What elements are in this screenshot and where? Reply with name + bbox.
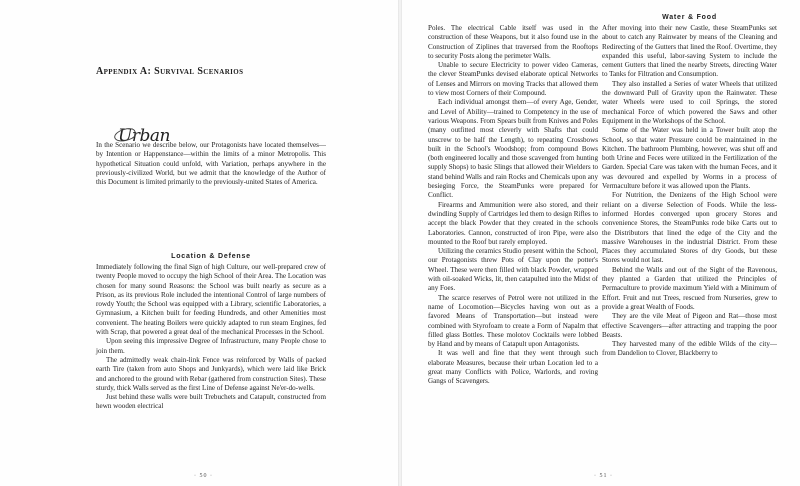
right-page [402,0,800,486]
appendix-heading: Appendix A: Survival Scenarios [96,66,244,77]
water-food-heading: Water & Food [662,14,717,21]
right-paragraph-5: Utilizing the ceramics Studio present within the School, our Protagonists threw Pots of Clay upon the potter's Wheel. These were then filled with black Powder, wrapped with oil-soaked Wicks, lit, then catapulted into the Midst of any Foes. [428,247,598,293]
right-paragraph-1: Poles. The electrical Cable itself was used in the construction of these Weapons, but it also found use in the Construction of Ziplines that traversed from the Rooftops to security Posts along the perimeter Walls. [428,24,598,60]
intro-column [96,141,326,187]
right-column-1 [428,24,598,387]
location-paragraph-1: Immediately following the final Sign of high Culture, our well-prepared crew of twenty People moved to occupy the high School of their Area. The Location was chosen for many sound Reasons: the School was built nearly as secure as a Prison, as its previous Role included the intentional Control of large numbers of rowdy Youth; the School was equipped with a Library, scientific Laboratories, a Gymnasium, a Kitchen built for feeding Hundreds, and other Amenities most convenient. The heating Boilers were quickly adapted to run steam Engines, fed with Scrap, that powered a great deal of the mechanical Processes in the School. [96,263,326,337]
location-column [96,263,326,412]
location-paragraph-2: Upon seeing this impressive Degree of Infrastructure, many People chose to join them. [96,337,326,355]
food-paragraph-3: They are the vile Meat of Pigeon and Rat—those most effective Scavengers—after attracting and trapping the poor Beasts. [602,312,777,339]
right-paragraph-2: Unable to secure Electricity to power video Cameras, the clever SteamPunks devised elaborate optical Networks of Lenses and Mirrors on moving Tracks that allowed them to view most Corners of their Compound. [428,61,598,98]
right-paragraph-3: Each individual amongst them—of every Age, Gender, and Level of Ability—trained to Competency in the use of various Weapons. From Spears built from Knives and Poles (many outfitted most cleverly with Shafts that could unscrew to be half the Length), to repeating Crossbows built in the School's Woodshop; from compound Bows (both engineered locally and those scavenged from hunting supply Shops) to basic Slings that allowed their Wielders to stand behind Walls and rain Rocks and Chemicals upon any besieging Force, the SteamPunks were prepared for Conflict. [428,98,598,200]
right-paragraph-7: It was well and fine that they went through such elaborate Measures, because their urban Location led to a great many Conflicts with Police, Warlords, and roving Gangs of Scavengers. [428,349,598,386]
water-paragraph-3: Some of the Water was held in a Tower built atop the School, so that water Pressure could be maintained in the Kitchen. The bathroom Plumbing, however, was shut off and both Urine and Feces were utilized in the Fertilization of the Garden. Special Care was taken with the human Feces, and it was devoured and expelled by Worms in a process of Vermaculture before it was allowed upon the Plants. [602,126,777,191]
right-paragraph-4: Firearms and Ammunition were also stored, and their dwindling Supply of Cartridges led them to design Rifles to accept the black Powder that they created in the schools Laboratories. Cannon, constructed of iron Pipe, were also mounted to the Roof but rarely employed. [428,200,598,246]
right-paragraph-6: The scarce reserves of Petrol were not utilized in the name of Locomotion—Bicycles having won out as a favored Means of Transportation—but instead were combined with Styrofoam to create a Form of Napalm that filled glass Bottles. These molotov Cocktails were lobbed by Hand and by means of Catapult upon Antagonists. [428,293,598,349]
water-paragraph-1: After moving into their new Castle, these SteamPunks set about to catch any Rainwater by means of the Cleaning and Redirecting of the Gutters that lined the Roof. Overtime, they expanded this useful, labor-saving System to include the cement Gutters that lined the nearby Streets, directing Water to Tanks for Filtration and Consumption. [602,24,777,79]
water-paragraph-2: They also installed a Series of water Wheels that utilized the downward Pull of Gravity upon the Rainwater. These water Wheels were used to coil Springs, the stored mechanical Force of which powered the Saws and other Equipment in the Workshops of the School. [602,79,777,125]
right-column-2 [602,24,777,359]
intro-paragraph: In the Scenario we describe below, our Protagonists have located themselves—by Intention or Happenstance—within the limits of a minor Metropolis. This hypothetical Situation could unfold, with Variation, perhaps anywhere in the previously-civilized World, but we admit that the knowledge of the Author of this Document is limited primarily to the previously-united States of America. [96,141,326,187]
location-paragraph-3: The admittedly weak chain-link Fence was reinforced by Walls of packed earth Tire (taken from auto Shops and Junkyards), which were laid like Brick and anchored to the ground with Rebar (gathered from construction Sites). These sturdy, thick Walls served as the first Line of Defense against Ne'er-do-wells. [96,355,326,392]
food-paragraph-1: For Nutrition, the Denizens of the High School were reliant on a diverse Selection of Foods. While the less-informed Hordes converged upon grocery Stores and convenience Stores, the SteamPunks rode bike Carts out to the Distributors that lined the edge of the City and the massive Warehouses in the industrial District. From these Places they accumulated Stores of dry Goods, but these Stores would not last. [602,191,777,265]
food-paragraph-4: They harvested many of the edible Wilds of the city—from Dandelion to Clover, Blackberry to [602,340,777,358]
page-number-right: · 51 · [594,473,613,479]
location-paragraph-4: Just behind these walls were built Trebuchets and Catapult, constructed from hewn wooden electrical [96,393,326,411]
urban-title: Urban [118,126,170,146]
page-number-left: · 50 · [194,473,213,479]
left-page [0,0,398,486]
food-paragraph-2: Behind the Walls and out of the Sight of the Ravenous, they planted a Garden that utilized the Principles of Permaculture to provide maximum Yield with a Minimum of Effort. Fruit and nut Trees, rescued from Nurseries, grew to provide a great Wealth of Foods. [602,265,777,311]
location-heading: Location & Defense [171,253,251,260]
